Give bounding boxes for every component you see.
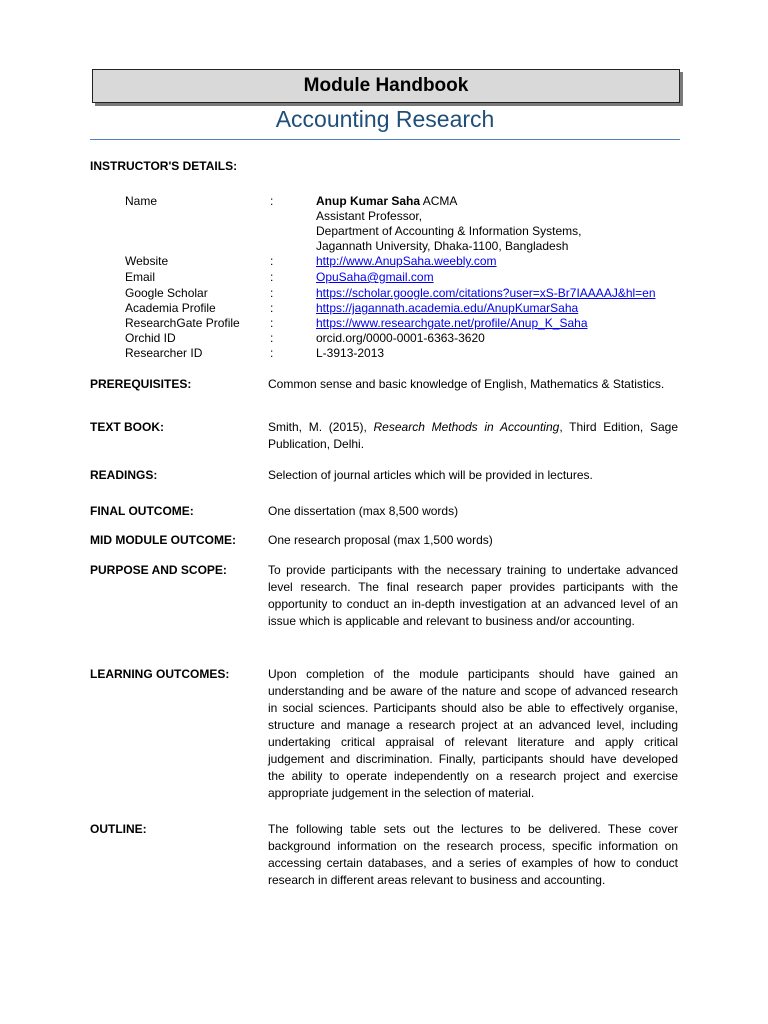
- learning-outcomes-text: Upon completion of the module participants should have gained an understanding and be aware of the nature and scope of advanced research in social sciences. Participants should also be able to effectively organise, structure and manage a research project at an advanced level, including undertaking critical appraisal of relevant literature and apply critical judgement and discrimination. Finally, participants should have developed the ability to operate independently on a research project and exercise appropriate judgement in the selection of material.: [268, 667, 678, 800]
- textbook-publisher: , Third Edition, Sage Publication, Delhi.: [268, 420, 678, 451]
- detail-colon: :: [270, 316, 274, 330]
- outline-label: OUTLINE:: [90, 822, 147, 836]
- detail-label-academia: Academia Profile: [125, 301, 216, 315]
- email-link[interactable]: OpuSaha@gmail.com: [316, 270, 434, 284]
- orchid-id-value: orcid.org/0000-0001-6363-3620: [316, 331, 485, 345]
- detail-colon: :: [270, 301, 274, 315]
- textbook-title: Research Methods in Accounting: [373, 420, 560, 434]
- mid-module-outcome-text: One research proposal (max 1,500 words): [268, 533, 493, 547]
- mid-module-outcome-label: MID MODULE OUTCOME:: [90, 533, 236, 547]
- purpose-scope-label: PURPOSE AND SCOPE:: [90, 563, 227, 577]
- instructor-position: Assistant Professor,: [316, 209, 423, 223]
- detail-label-researcher-id: Researcher ID: [125, 346, 203, 360]
- instructor-name: Anup Kumar Saha: [316, 194, 421, 208]
- detail-label-orchid: Orchid ID: [125, 331, 176, 345]
- instructor-details-heading: INSTRUCTOR'S DETAILS:: [90, 159, 238, 173]
- textbook-label: TEXT BOOK:: [90, 420, 164, 434]
- detail-label-email: Email: [125, 270, 156, 284]
- detail-colon: :: [270, 331, 274, 345]
- textbook-author: Smith, M. (2015),: [268, 420, 374, 434]
- instructor-name-line: [316, 194, 457, 209]
- purpose-scope-text: To provide participants with the necessary training to undertake advanced level research. The final research paper provides participants with the opportunity to conduct an in-depth investigation at an advanced level of an issue which is applicable and relevant to business and/or accounting.: [268, 563, 678, 628]
- detail-label-researchgate: ResearchGate Profile: [125, 316, 240, 330]
- name-colon: :: [270, 194, 274, 208]
- learning-outcomes-label: LEARNING OUTCOMES:: [90, 667, 230, 681]
- title-divider: [90, 139, 680, 140]
- textbook-text: [268, 419, 678, 453]
- readings-text: Selection of journal articles which will be provided in lectures.: [268, 468, 593, 482]
- prerequisites-label: PREREQUISITES:: [90, 377, 192, 391]
- final-outcome-text: One dissertation (max 8,500 words): [268, 504, 459, 518]
- final-outcome-label: FINAL OUTCOME:: [90, 504, 194, 518]
- researcher-id-value: L-3913-2013: [316, 346, 385, 360]
- detail-colon: :: [270, 346, 274, 360]
- instructor-department: Department of Accounting & Information Systems,: [316, 224, 582, 238]
- course-title: Accounting Research: [275, 106, 495, 132]
- website-link[interactable]: http://www.AnupSaha.weebly.com: [316, 254, 497, 268]
- name-label: Name: [125, 194, 158, 208]
- academia-link[interactable]: https://jagannath.academia.edu/AnupKumarSaha: [316, 301, 579, 315]
- detail-label-website: Website: [125, 254, 169, 268]
- detail-colon: :: [270, 270, 274, 284]
- prerequisites-text: Common sense and basic knowledge of English, Mathematics & Statistics.: [268, 377, 665, 391]
- outline-text: The following table sets out the lectures to be delivered. These cover background information on the research process, specific information on accessing certain databases, and a series of examples of how to conduct research in different areas relevant to business and accounting.: [268, 822, 678, 887]
- researchgate-link[interactable]: https://www.researchgate.net/profile/Anup_K_Saha: [316, 316, 588, 330]
- instructor-credential: ACMA: [420, 194, 458, 208]
- detail-label-google-scholar: Google Scholar: [125, 286, 208, 300]
- detail-colon: :: [270, 286, 274, 300]
- readings-label: READINGS:: [90, 468, 158, 482]
- detail-colon: :: [270, 254, 274, 268]
- google-scholar-link[interactable]: https://scholar.google.com/citations?user=xS-Br7IAAAAJ&hl=en: [316, 286, 656, 300]
- instructor-university: Jagannath University, Dhaka-1100, Bangladesh: [316, 239, 569, 253]
- module-handbook-title: Module Handbook: [92, 69, 680, 103]
